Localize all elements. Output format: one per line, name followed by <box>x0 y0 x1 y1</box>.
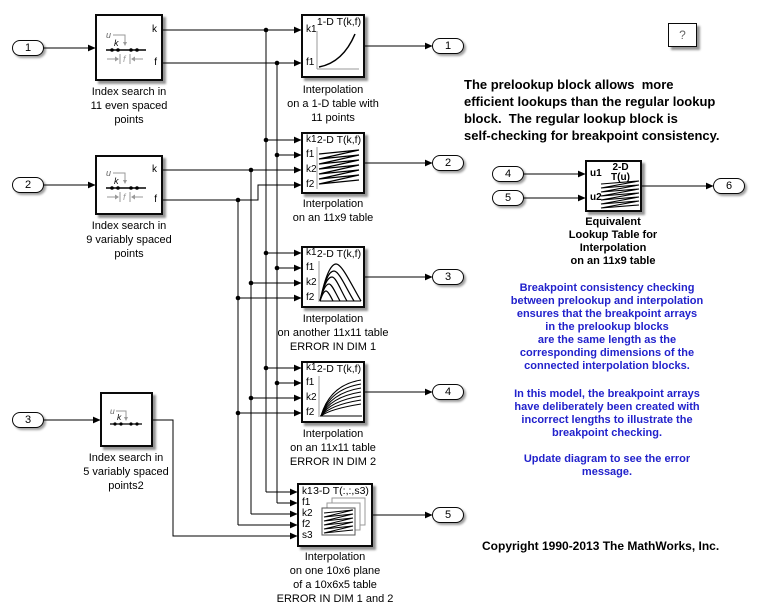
annotation-line: The prelookup block allows more <box>464 77 674 92</box>
annotation-breakpoint-note <box>457 282 757 373</box>
annotation-line: In this model, the breakpoint arrays <box>514 388 700 400</box>
help-block[interactable] <box>668 23 697 47</box>
port-label-f1: f1 <box>306 57 315 68</box>
caption-prelookup-9-variable <box>49 219 209 261</box>
caption-line: on another 11x11 table <box>277 327 389 339</box>
caption-line: ERROR IN DIM 1 and 2 <box>276 593 394 605</box>
outport-4-label: 4 <box>444 385 452 398</box>
caption-equivalent-lookup <box>533 216 693 268</box>
inport-3-label: 3 <box>24 413 32 426</box>
port-label-k1: k1 <box>306 134 317 145</box>
caption-interp-1d <box>253 83 413 125</box>
caption-interp-3d <box>250 550 420 606</box>
annotation-line: incorrect lengths to illustrate the <box>521 414 693 426</box>
block-interp-3d[interactable] <box>297 483 373 547</box>
icon-k-label: k <box>117 412 122 422</box>
inport-5[interactable] <box>492 190 524 206</box>
curves-peaks-icon <box>313 258 365 306</box>
caption-line: Lookup Table for <box>568 229 658 241</box>
block-title: 1-D T(k,f) <box>316 16 362 28</box>
icon-u-label: u <box>106 30 112 40</box>
port-label-u2: u2 <box>590 192 602 203</box>
caption-line: Interpolation <box>302 84 364 96</box>
caption-line: on one 10x6 plane <box>289 565 381 577</box>
port-label-f2: f2 <box>302 519 311 530</box>
annotation-line: self-checking for breakpoint consistency. <box>464 128 720 143</box>
caption-line: Index search in <box>88 452 164 464</box>
icon-u-label: u <box>106 168 112 178</box>
block-title: 3-D T(:,:,s3) <box>313 485 369 497</box>
port-label-k1: k1 <box>302 486 313 497</box>
port-label-f1: f1 <box>306 377 315 388</box>
curves-fan-icon <box>313 373 365 421</box>
port-label-k1: k1 <box>306 24 317 35</box>
block-equivalent-lookup[interactable] <box>585 160 642 212</box>
port-label-f1: f1 <box>306 262 315 273</box>
caption-line: points2 <box>108 480 144 492</box>
prelookup-icon <box>108 406 144 434</box>
port-label-f: f <box>154 194 157 205</box>
caption-line: Interpolation <box>579 242 647 254</box>
port-label-k: k <box>152 164 157 175</box>
annotation-line: Update diagram to see the error <box>523 453 691 465</box>
inport-2[interactable] <box>12 177 44 193</box>
caption-line: on an 11x11 table <box>290 442 376 454</box>
annotation-line: have deliberately been created with <box>514 401 700 413</box>
inport-4[interactable] <box>492 166 524 182</box>
block-interp-2d-11x9[interactable] <box>301 132 365 194</box>
block-prelookup-9-variable[interactable] <box>95 155 163 215</box>
icon-f-label: f <box>123 54 126 64</box>
block-interp-2d-11x11-dim1[interactable] <box>301 246 365 308</box>
inport-1[interactable] <box>12 40 44 56</box>
caption-line: on a 1-D table with <box>287 98 379 110</box>
caption-line: on an 11x9 table <box>570 255 656 267</box>
block-interp-2d-11x11-dim2[interactable] <box>301 361 365 423</box>
outport-1[interactable] <box>432 38 464 54</box>
caption-line: Interpolation <box>302 198 364 210</box>
table-2d-icon <box>599 178 641 210</box>
port-label-f1: f1 <box>302 497 311 508</box>
caption-interp-2d-11x9 <box>253 197 413 225</box>
annotation-line: message. <box>581 466 633 478</box>
caption-line: Index search in <box>91 220 167 232</box>
inport-1-label: 1 <box>24 41 32 54</box>
caption-line: Index search in <box>91 86 167 98</box>
icon-u-label: u <box>110 406 115 416</box>
port-label-u1: u1 <box>590 168 602 179</box>
outport-5[interactable] <box>432 507 464 523</box>
port-label-s3: s3 <box>302 530 313 541</box>
caption-line: 11 points <box>311 112 355 124</box>
inport-4-label: 4 <box>504 167 512 180</box>
curve-1d-icon <box>309 29 361 73</box>
caption-line: ERROR IN DIM 2 <box>289 456 377 468</box>
annotation-update-note <box>457 453 757 479</box>
icon-k-label: k <box>114 38 119 48</box>
outport-3-label: 3 <box>444 270 452 283</box>
block-title: 2-D T(k,f) <box>316 363 362 375</box>
block-title: 2-D T(k,f) <box>316 134 362 146</box>
annotation-line: ensures that the breakpoint arrays <box>516 308 698 320</box>
port-label-f2: f2 <box>306 407 315 418</box>
annotation-model-note <box>457 388 757 440</box>
outport-5-label: 5 <box>444 508 452 521</box>
copyright-text: Copyright 1990-2013 The MathWorks, Inc. <box>482 539 720 553</box>
port-label-k2: k2 <box>302 508 313 519</box>
inport-2-label: 2 <box>24 178 32 191</box>
caption-interp-2d-11x11-dim1 <box>253 312 413 354</box>
caption-line: Interpolation <box>302 313 364 325</box>
caption-line: Interpolation <box>304 551 366 563</box>
table-2d-icon <box>311 144 363 192</box>
port-label-k2: k2 <box>306 392 317 403</box>
table-3d-icon <box>313 496 369 544</box>
annotation-line: Breakpoint consistency checking <box>519 282 695 294</box>
icon-f-label: f <box>123 192 126 202</box>
block-interp-1d[interactable] <box>301 14 365 78</box>
caption-line: 11 even spaced <box>90 100 168 112</box>
port-label-f1: f1 <box>306 149 315 160</box>
caption-line: points <box>114 114 144 126</box>
annotation-line: corresponding dimensions of the <box>519 347 695 359</box>
caption-line: 9 variably spaced <box>86 234 172 246</box>
caption-line: Equivalent <box>585 216 641 228</box>
port-label-f: f <box>154 57 157 68</box>
caption-interp-2d-11x11-dim2 <box>253 427 413 469</box>
caption-line: Interpolation <box>302 428 364 440</box>
annotation-line: connected interpolation blocks. <box>524 360 690 372</box>
icon-k-label: k <box>114 176 119 186</box>
outport-2-label: 2 <box>444 156 452 169</box>
port-label-k: k <box>152 24 157 35</box>
port-label-k2: k2 <box>306 164 317 175</box>
question-mark-icon: ? <box>679 28 686 42</box>
annotation-line: block. The regular lookup block is <box>464 111 678 126</box>
port-label-f2: f2 <box>306 179 315 190</box>
outport-1-label: 1 <box>444 39 452 52</box>
outport-6-label: 6 <box>725 179 733 192</box>
caption-line: points <box>114 248 144 260</box>
caption-line: ERROR IN DIM 1 <box>289 341 377 353</box>
annotation-line: efficient lookups than the regular lookup <box>464 94 716 109</box>
title-line: 2-D <box>612 162 629 173</box>
port-label-k2: k2 <box>306 277 317 288</box>
caption-line: of a 10x6x5 table <box>293 579 377 591</box>
caption-prelookup-11-even <box>49 85 209 127</box>
annotation-line: breakpoint checking. <box>551 427 663 439</box>
outport-6[interactable] <box>713 178 745 194</box>
prelookup-icon <box>103 167 149 205</box>
block-prelookup-11-even[interactable] <box>95 14 163 81</box>
annotation-intro <box>464 76 776 144</box>
inport-5-label: 5 <box>504 191 512 204</box>
block-title: 2-D T(k,f) <box>316 248 362 260</box>
annotation-line: are the same length as the <box>537 334 677 346</box>
caption-line: 5 variably spaced <box>83 466 169 478</box>
caption-line: on an 11x9 table <box>292 212 374 224</box>
title-line: T(u) <box>611 172 630 183</box>
port-label-k1: k1 <box>306 362 317 373</box>
caption-prelookup-5-variable <box>46 451 206 493</box>
annotation-line: between prelookup and interpolation <box>510 295 704 307</box>
block-prelookup-5-variable[interactable] <box>100 392 153 447</box>
annotation-line: in the prelookup blocks <box>545 321 669 333</box>
prelookup-icon <box>103 29 149 67</box>
port-label-f2: f2 <box>306 292 315 303</box>
inport-3[interactable] <box>12 412 44 428</box>
outport-2[interactable] <box>432 155 464 171</box>
port-label-k1: k1 <box>306 247 317 258</box>
